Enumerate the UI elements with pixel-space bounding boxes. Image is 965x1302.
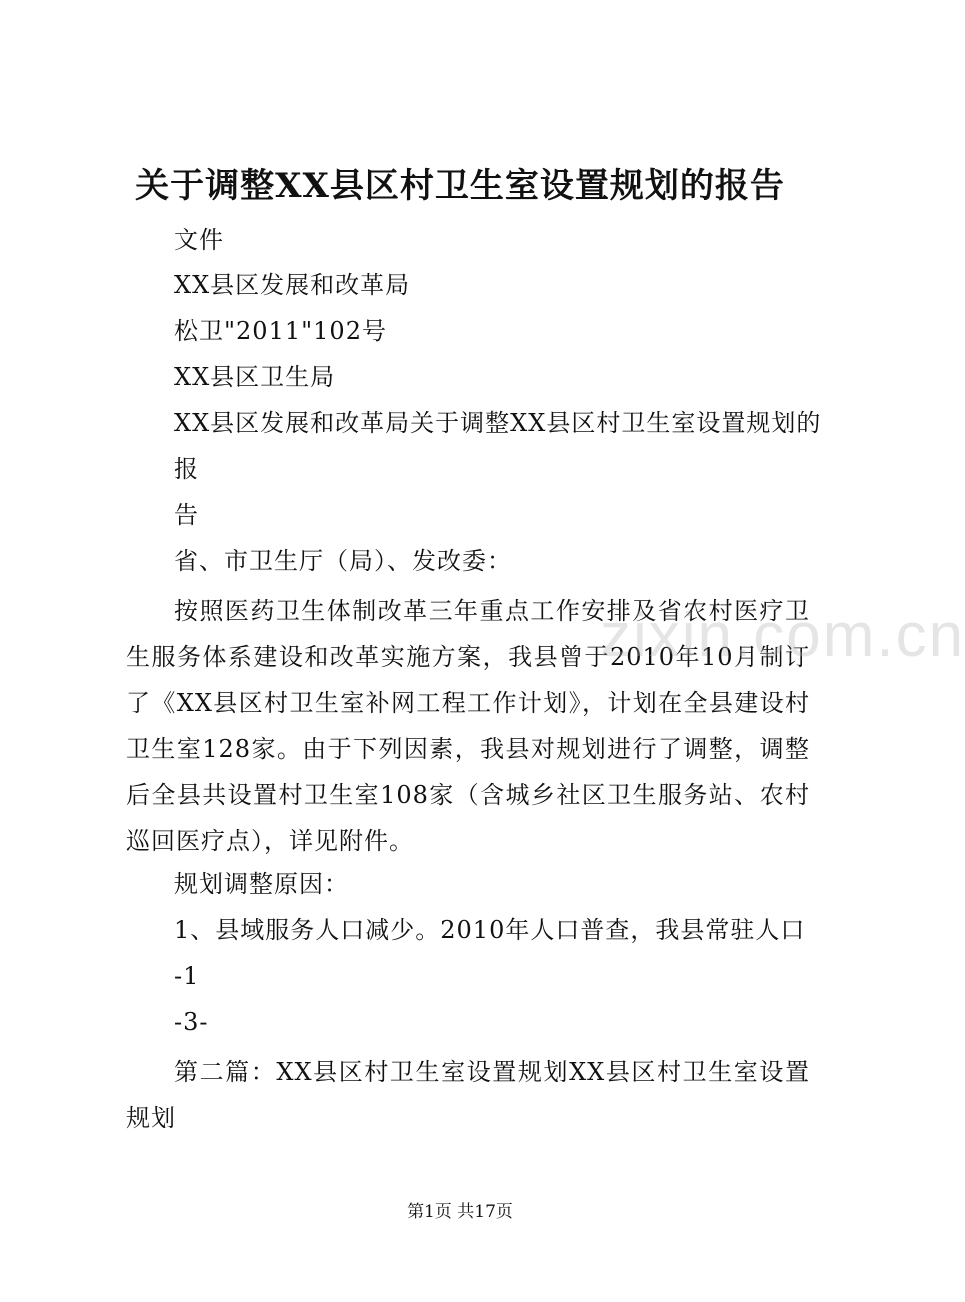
section-heading: 规划调整原因： [174, 870, 349, 898]
reason-item-1: 1、县域服务人口减少。2010年人口普查，我县常驻人口 [174, 916, 806, 944]
watermark: zixin.com.cn [600, 601, 965, 670]
subtitle-char-2: 告 [174, 501, 199, 529]
page-marker-1: -1 [174, 962, 200, 990]
subtitle-line: XX县区发展和改革局关于调整XX县区村卫生室设置规划的 [174, 409, 822, 437]
issuer-line-1: XX县区发展和改革局 [174, 271, 411, 299]
page-marker-2: -3- [174, 1008, 209, 1036]
second-chapter-paragraph: 第二篇：XX县区村卫生室设置规划XX县区村卫生室设置规划 [126, 1058, 810, 1132]
doc-type-line: 文件 [174, 226, 224, 254]
document-number: 松卫"2011"102号 [174, 317, 387, 345]
body-paragraph: 按照医药卫生体制改革三年重点工作安排及省农村医疗卫生服务体系建设和改革实施方案，我县曾于2010年10月制订了《XX县区村卫生室补网工程工作计划》，计划在全县建设村卫生室128家。由于下列因素，我县对规划进行了调整，调整后全县共设置村卫生室108家（含城乡社区卫生服务站、农村巡回医疗点），详见附件。 [126, 597, 810, 855]
document-title: 关于调整XX县区村卫生室设置规划的报告 [135, 166, 785, 206]
page-footer: 第1页 共17页 [407, 1202, 513, 1222]
salutation: 省、市卫生厅（局）、发改委： [174, 547, 512, 575]
subtitle-char-1: 报 [174, 455, 199, 483]
issuer-line-2: XX县区卫生局 [174, 363, 336, 391]
